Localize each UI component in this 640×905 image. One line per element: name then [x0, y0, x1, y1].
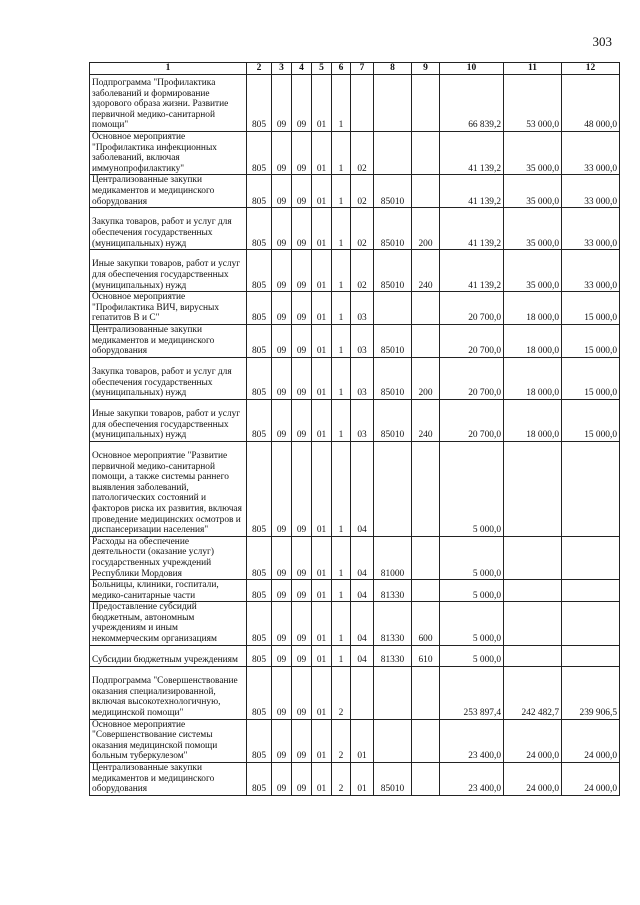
code-cell: 09	[272, 324, 292, 357]
amount-cell: 20 700,0	[440, 399, 504, 441]
row-name: Субсидии бюджетным учреждениям	[90, 645, 247, 666]
table-row	[90, 719, 620, 762]
code-cell: 04	[351, 536, 374, 579]
code-cell: 600	[412, 602, 440, 645]
code-cell: 805	[247, 536, 272, 579]
code-cell	[412, 719, 440, 762]
code-cell: 1	[332, 250, 351, 292]
code-cell	[374, 292, 412, 325]
code-cell: 805	[247, 75, 272, 132]
code-cell: 85010	[374, 324, 412, 357]
amount-cell: 5 000,0	[440, 441, 504, 536]
code-cell: 01	[312, 208, 332, 250]
code-cell: 03	[351, 357, 374, 399]
page-number: 303	[592, 34, 612, 49]
code-cell: 09	[292, 175, 312, 208]
code-cell: 09	[292, 399, 312, 441]
code-cell: 805	[247, 580, 272, 602]
table-row	[90, 666, 620, 719]
amount-cell: 5 000,0	[440, 602, 504, 645]
code-cell: 805	[247, 324, 272, 357]
code-cell	[412, 175, 440, 208]
table-row	[90, 208, 620, 250]
code-cell: 01	[312, 441, 332, 536]
code-cell: 02	[351, 208, 374, 250]
code-cell: 1	[332, 357, 351, 399]
code-cell: 09	[292, 666, 312, 719]
code-cell	[412, 292, 440, 325]
code-cell	[374, 75, 412, 132]
code-cell: 09	[292, 536, 312, 579]
code-cell: 01	[312, 602, 332, 645]
budget-table	[89, 62, 620, 796]
amount-cell: 24 000,0	[504, 763, 562, 796]
code-cell: 09	[292, 602, 312, 645]
code-cell: 09	[292, 132, 312, 175]
code-cell: 200	[412, 357, 440, 399]
code-cell: 805	[247, 208, 272, 250]
amount-cell	[504, 536, 562, 579]
code-cell	[351, 666, 374, 719]
amount-cell: 5 000,0	[440, 580, 504, 602]
code-cell: 1	[332, 602, 351, 645]
column-header: 3	[272, 63, 292, 75]
amount-cell: 35 000,0	[504, 250, 562, 292]
amount-cell: 15 000,0	[562, 324, 620, 357]
amount-cell: 33 000,0	[562, 132, 620, 175]
code-cell: 200	[412, 208, 440, 250]
amount-cell: 5 000,0	[440, 645, 504, 666]
code-cell: 805	[247, 763, 272, 796]
code-cell: 1	[332, 441, 351, 536]
amount-cell: 20 700,0	[440, 292, 504, 325]
code-cell: 09	[272, 357, 292, 399]
amount-cell	[504, 580, 562, 602]
code-cell: 1	[332, 208, 351, 250]
code-cell: 01	[312, 75, 332, 132]
code-cell: 805	[247, 645, 272, 666]
row-name: Иные закупки товаров, работ и услуг для обеспечения государственных (муниципальных) нужд	[90, 399, 247, 441]
code-cell: 1	[332, 75, 351, 132]
column-header: 11	[504, 63, 562, 75]
amount-cell: 35 000,0	[504, 208, 562, 250]
column-header: 2	[247, 63, 272, 75]
code-cell: 01	[312, 324, 332, 357]
code-cell: 09	[292, 580, 312, 602]
code-cell: 1	[332, 175, 351, 208]
code-cell: 1	[332, 292, 351, 325]
table-row	[90, 75, 620, 132]
code-cell: 2	[332, 763, 351, 796]
code-cell: 01	[312, 357, 332, 399]
code-cell: 01	[351, 719, 374, 762]
amount-cell: 15 000,0	[562, 399, 620, 441]
code-cell: 09	[272, 132, 292, 175]
code-cell: 1	[332, 645, 351, 666]
code-cell: 805	[247, 719, 272, 762]
code-cell: 01	[312, 666, 332, 719]
code-cell: 09	[292, 763, 312, 796]
code-cell: 01	[312, 132, 332, 175]
amount-cell: 33 000,0	[562, 175, 620, 208]
code-cell: 09	[272, 719, 292, 762]
amount-cell: 41 139,2	[440, 175, 504, 208]
code-cell: 01	[312, 719, 332, 762]
amount-cell: 48 000,0	[562, 75, 620, 132]
code-cell: 09	[272, 580, 292, 602]
amount-cell: 239 906,5	[562, 666, 620, 719]
table-row	[90, 324, 620, 357]
code-cell: 01	[312, 580, 332, 602]
table-row	[90, 441, 620, 536]
code-cell: 240	[412, 399, 440, 441]
code-cell: 09	[292, 75, 312, 132]
code-cell: 01	[312, 645, 332, 666]
code-cell: 1	[332, 132, 351, 175]
code-cell: 1	[332, 399, 351, 441]
code-cell: 85010	[374, 399, 412, 441]
code-cell: 09	[272, 602, 292, 645]
amount-cell	[504, 645, 562, 666]
code-cell: 805	[247, 399, 272, 441]
column-header: 6	[332, 63, 351, 75]
table-row	[90, 602, 620, 645]
column-header: 7	[351, 63, 374, 75]
code-cell: 81000	[374, 536, 412, 579]
code-cell: 85010	[374, 208, 412, 250]
amount-cell	[562, 441, 620, 536]
amount-cell: 53 000,0	[504, 75, 562, 132]
code-cell	[412, 580, 440, 602]
amount-cell: 33 000,0	[562, 250, 620, 292]
code-cell: 09	[272, 75, 292, 132]
code-cell	[374, 132, 412, 175]
row-name: Централизованные закупки медикаментов и медицинского оборудования	[90, 324, 247, 357]
amount-cell: 18 000,0	[504, 357, 562, 399]
code-cell: 09	[292, 357, 312, 399]
code-cell: 85010	[374, 763, 412, 796]
code-cell: 81330	[374, 602, 412, 645]
code-cell: 01	[312, 536, 332, 579]
code-cell: 1	[332, 580, 351, 602]
amount-cell: 23 400,0	[440, 719, 504, 762]
amount-cell	[562, 602, 620, 645]
code-cell: 09	[272, 399, 292, 441]
code-cell	[412, 763, 440, 796]
table-row	[90, 580, 620, 602]
code-cell: 03	[351, 399, 374, 441]
code-cell	[412, 536, 440, 579]
amount-cell: 5 000,0	[440, 536, 504, 579]
code-cell: 09	[272, 536, 292, 579]
amount-cell: 41 139,2	[440, 132, 504, 175]
amount-cell: 41 139,2	[440, 208, 504, 250]
code-cell	[412, 132, 440, 175]
code-cell: 03	[351, 292, 374, 325]
amount-cell: 35 000,0	[504, 175, 562, 208]
amount-cell: 18 000,0	[504, 324, 562, 357]
amount-cell: 41 139,2	[440, 250, 504, 292]
code-cell: 805	[247, 175, 272, 208]
code-cell: 240	[412, 250, 440, 292]
amount-cell: 18 000,0	[504, 292, 562, 325]
amount-cell: 15 000,0	[562, 292, 620, 325]
code-cell	[412, 324, 440, 357]
table-row	[90, 645, 620, 666]
column-header: 4	[292, 63, 312, 75]
code-cell	[412, 666, 440, 719]
code-cell	[351, 75, 374, 132]
row-name: Иные закупки товаров, работ и услуг для обеспечения государственных (муниципальных) нужд	[90, 250, 247, 292]
code-cell: 09	[272, 666, 292, 719]
code-cell: 805	[247, 666, 272, 719]
code-cell: 805	[247, 441, 272, 536]
code-cell: 09	[292, 719, 312, 762]
code-cell: 09	[292, 292, 312, 325]
amount-cell	[504, 441, 562, 536]
code-cell: 610	[412, 645, 440, 666]
code-cell: 09	[292, 208, 312, 250]
code-cell: 01	[312, 763, 332, 796]
code-cell: 02	[351, 132, 374, 175]
row-name: Централизованные закупки медикаментов и медицинского оборудования	[90, 175, 247, 208]
code-cell: 09	[272, 208, 292, 250]
amount-cell	[562, 580, 620, 602]
code-cell: 09	[272, 645, 292, 666]
column-header: 8	[374, 63, 412, 75]
code-cell: 09	[292, 324, 312, 357]
amount-cell: 20 700,0	[440, 324, 504, 357]
code-cell: 1	[332, 536, 351, 579]
table-row	[90, 399, 620, 441]
table-row	[90, 175, 620, 208]
code-cell: 805	[247, 250, 272, 292]
amount-cell: 35 000,0	[504, 132, 562, 175]
amount-cell: 24 000,0	[504, 719, 562, 762]
row-name: Расходы на обеспечение деятельности (оказание услуг) государственных учреждений Республики Мордовия	[90, 536, 247, 579]
code-cell: 805	[247, 357, 272, 399]
code-cell	[412, 75, 440, 132]
code-cell: 2	[332, 666, 351, 719]
code-cell: 09	[292, 645, 312, 666]
code-cell: 04	[351, 645, 374, 666]
row-name: Основное мероприятие "Профилактика инфекционных заболеваний, включая иммунопрофилактику"	[90, 132, 247, 175]
column-header: 9	[412, 63, 440, 75]
table-row	[90, 132, 620, 175]
code-cell: 04	[351, 441, 374, 536]
code-cell: 2	[332, 719, 351, 762]
code-cell: 09	[272, 441, 292, 536]
code-cell: 01	[312, 399, 332, 441]
amount-cell: 66 839,2	[440, 75, 504, 132]
code-cell: 805	[247, 292, 272, 325]
code-cell: 02	[351, 250, 374, 292]
code-cell: 01	[312, 175, 332, 208]
code-cell: 02	[351, 175, 374, 208]
code-cell: 09	[272, 175, 292, 208]
code-cell: 09	[272, 292, 292, 325]
row-name: Подпрограмма "Профилактика заболеваний и формирование здорового образа жизни. Развитие первичной медико-санитарной помощи"	[90, 75, 247, 132]
row-name: Закупка товаров, работ и услуг для обеспечения государственных (муниципальных) нужд	[90, 208, 247, 250]
table-row	[90, 292, 620, 325]
code-cell	[374, 441, 412, 536]
code-cell	[412, 441, 440, 536]
code-cell: 01	[312, 250, 332, 292]
column-header: 5	[312, 63, 332, 75]
table-row	[90, 250, 620, 292]
code-cell: 04	[351, 580, 374, 602]
row-name: Подпрограмма "Совершенствование оказания специализированной, включая высокотехнологичную, медицинской помощи"	[90, 666, 247, 719]
code-cell: 805	[247, 132, 272, 175]
amount-cell: 24 000,0	[562, 719, 620, 762]
header-row	[90, 63, 620, 75]
code-cell: 03	[351, 324, 374, 357]
row-name: Основное мероприятие "Совершенствование системы оказания медицинской помощи больным туберкулезом"	[90, 719, 247, 762]
amount-cell: 33 000,0	[562, 208, 620, 250]
amount-cell: 20 700,0	[440, 357, 504, 399]
row-name: Основное мероприятие "Профилактика ВИЧ, вирусных гепатитов В и С"	[90, 292, 247, 325]
row-name: Основное мероприятие "Развитие первичной медико-санитарной помощи, а также системы раннего выявления заболеваний, патологических состояний и факторов риска их развития, включая проведение медицинских осмотров и диспансеризации населения"	[90, 441, 247, 536]
row-name: Централизованные закупки медикаментов и медицинского оборудования	[90, 763, 247, 796]
code-cell: 81330	[374, 580, 412, 602]
row-name: Предоставление субсидий бюджетным, автономным учреждениям и иным некоммерческим организациям	[90, 602, 247, 645]
amount-cell: 18 000,0	[504, 399, 562, 441]
code-cell: 09	[292, 250, 312, 292]
code-cell: 81330	[374, 645, 412, 666]
column-header: 10	[440, 63, 504, 75]
table-row	[90, 357, 620, 399]
code-cell: 1	[332, 324, 351, 357]
table-row	[90, 536, 620, 579]
code-cell	[374, 666, 412, 719]
amount-cell	[504, 602, 562, 645]
code-cell: 805	[247, 602, 272, 645]
code-cell: 09	[272, 250, 292, 292]
amount-cell	[562, 536, 620, 579]
code-cell: 09	[292, 441, 312, 536]
amount-cell: 242 482,7	[504, 666, 562, 719]
code-cell: 04	[351, 602, 374, 645]
code-cell: 85010	[374, 175, 412, 208]
amount-cell: 15 000,0	[562, 357, 620, 399]
column-header: 12	[562, 63, 620, 75]
row-name: Закупка товаров, работ и услуг для обеспечения государственных (муниципальных) нужд	[90, 357, 247, 399]
column-header: 1	[90, 63, 247, 75]
amount-cell	[562, 645, 620, 666]
code-cell: 09	[272, 763, 292, 796]
code-cell: 85010	[374, 357, 412, 399]
row-name: Больницы, клиники, госпитали, медико-санитарные части	[90, 580, 247, 602]
table-row	[90, 763, 620, 796]
code-cell	[374, 719, 412, 762]
code-cell: 85010	[374, 250, 412, 292]
code-cell: 01	[312, 292, 332, 325]
code-cell: 01	[351, 763, 374, 796]
amount-cell: 253 897,4	[440, 666, 504, 719]
amount-cell: 24 000,0	[562, 763, 620, 796]
amount-cell: 23 400,0	[440, 763, 504, 796]
